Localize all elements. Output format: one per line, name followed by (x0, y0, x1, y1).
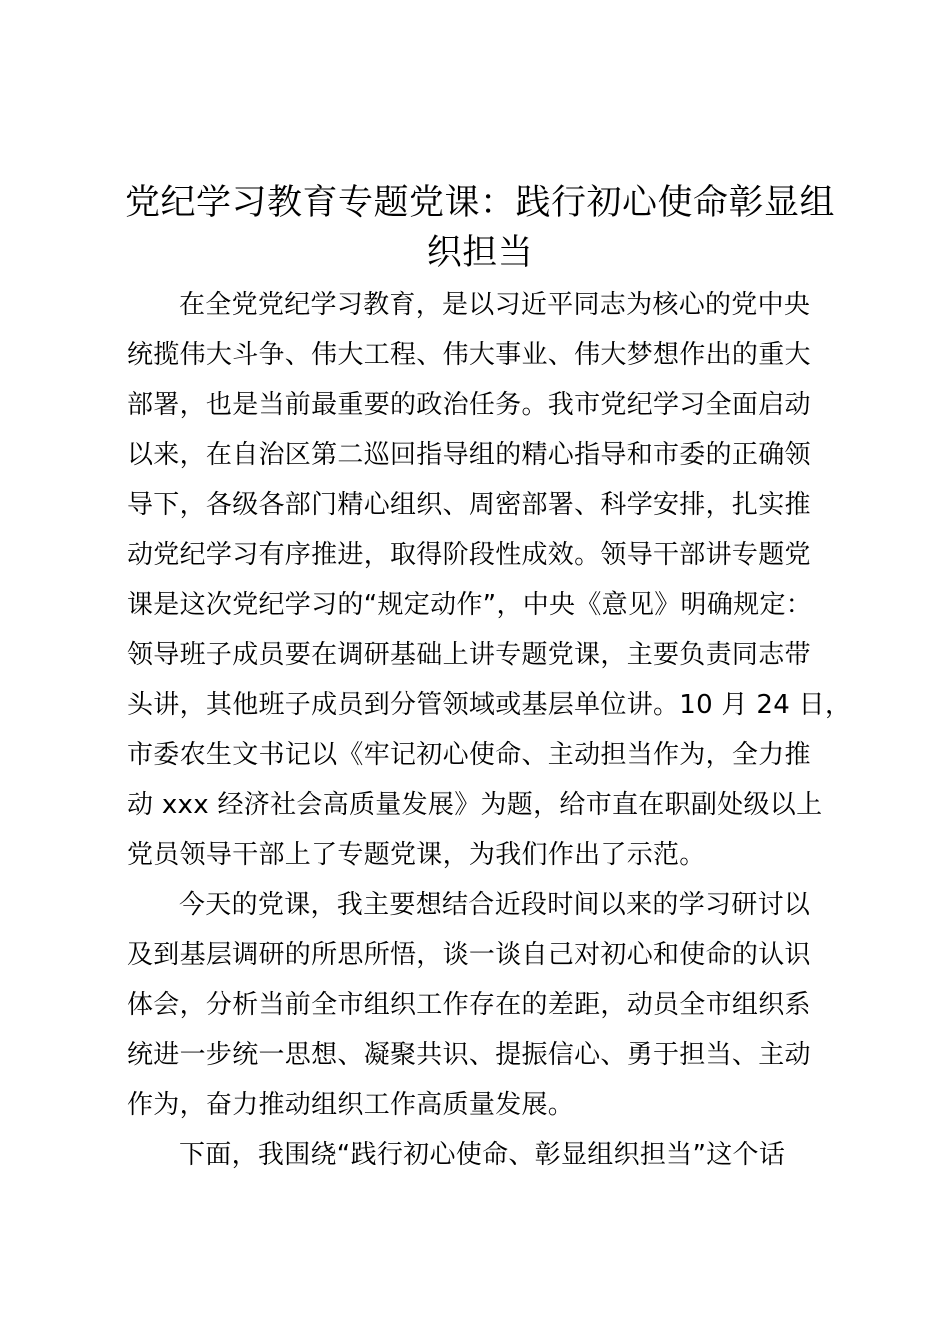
paragraph-line: 今天的党课，我主要想结合近段时间以来的学习研讨以 (179, 890, 811, 920)
paragraph (127, 1130, 847, 1180)
paragraph (127, 880, 847, 1130)
title-line: 织担当 (426, 233, 534, 273)
paragraph-line: 导下，各级各部门精心组织、周密部署、科学安排，扎实推 (127, 490, 811, 520)
paragraph-line: 统揽伟大斗争、伟大工程、伟大事业、伟大梦想作出的重大 (127, 340, 811, 370)
paragraph-line: 统进一步统一思想、凝聚共识、提振信心、勇于担当、主动 (127, 1040, 811, 1070)
paragraph (127, 280, 852, 880)
paragraph-line: 体会，分析当前全市组织工作存在的差距，动员全市组织系 (127, 990, 811, 1020)
paragraph-line: 党员领导干部上了专题党课，为我们作出了示范。 (127, 840, 706, 870)
document-title (110, 178, 850, 278)
paragraph-line: 动 xxx 经济社会高质量发展》为题，给市直在职副处级以上 (127, 790, 823, 820)
paragraph-line: 以来，在自治区第二巡回指导组的精心指导和市委的正确领 (127, 440, 811, 470)
paragraph-line: 市委农生文书记以《牢记初心使命、主动担当作为，全力推 (127, 740, 811, 770)
paragraph-line: 下面，我围绕“践行初心使命、彰显组织担当”这个话 (179, 1140, 786, 1170)
paragraph-line: 部署，也是当前最重要的政治任务。我市党纪学习全面启动 (127, 390, 811, 420)
paragraph-line: 动党纪学习有序推进，取得阶段性成效。领导干部讲专题党 (127, 540, 811, 570)
paragraph-line: 领导班子成员要在调研基础上讲专题党课，主要负责同志带 (127, 640, 811, 670)
title-line: 党纪学习教育专题党课：践行初心使命彰显组 (124, 183, 835, 223)
paragraph-line: 及到基层调研的所思所悟，谈一谈自己对初心和使命的认识 (127, 940, 811, 970)
paragraph-line: 头讲，其他班子成员到分管领域或基层单位讲。10 月 24 日， (127, 690, 852, 720)
paragraph-line: 课是这次党纪学习的“规定动作”，中央《意见》明确规定： (127, 590, 813, 620)
paragraph-line: 在全党党纪学习教育，是以习近平同志为核心的党中央 (179, 290, 811, 320)
paragraph-line: 作为，奋力推动组织工作高质量发展。 (127, 1090, 575, 1120)
document-body (127, 280, 852, 1180)
